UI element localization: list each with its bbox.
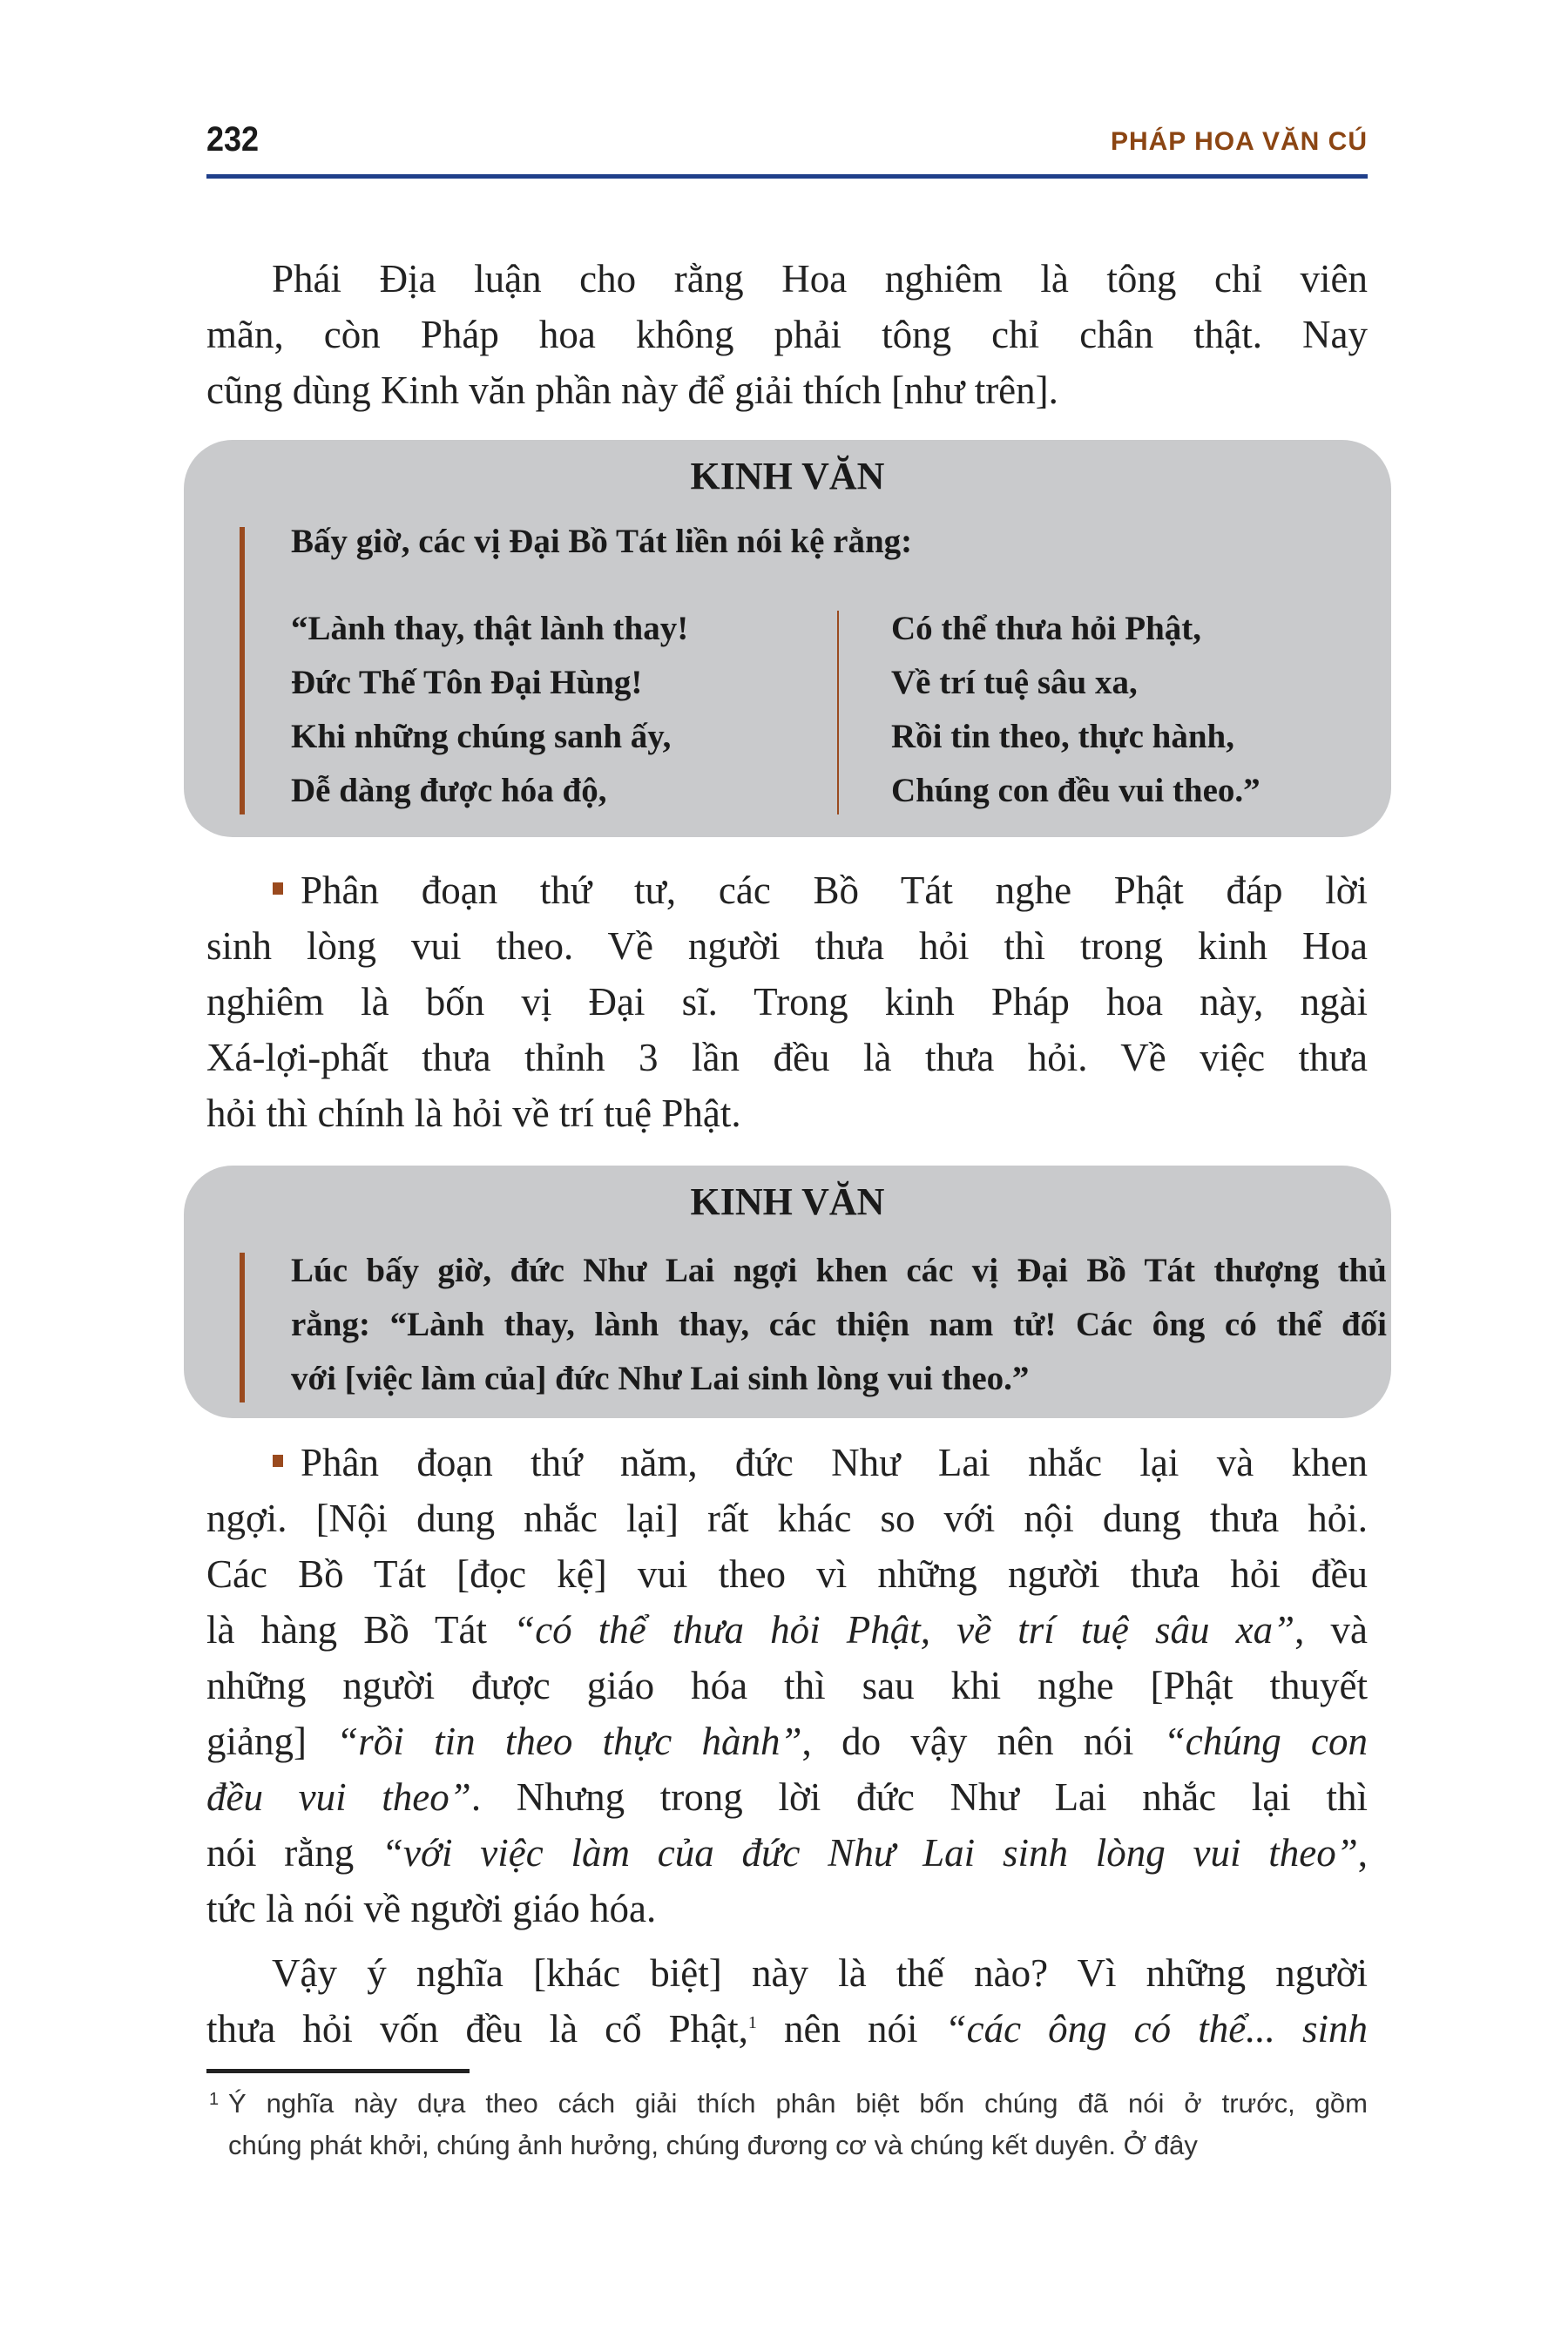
text-run: , và <box>1294 1608 1368 1652</box>
scripture-box-1 <box>184 440 1391 837</box>
footnote-reference[interactable]: 1 <box>747 2013 757 2032</box>
box-title: KINH VĂN <box>690 455 885 497</box>
verse-line: Đức Thế Tôn Đại Hùng! <box>291 664 643 701</box>
page-number: 232 <box>206 120 260 159</box>
text-line: ngợi. [Nội dung nhắc lại] rất khác so với nội dung thưa hỏi. <box>206 1497 1368 1540</box>
text-line: Phái Địa luận cho rằng Hoa nghiêm là tông chỉ viên <box>272 257 1368 301</box>
bullet-icon <box>273 1455 283 1467</box>
footnote-line: Ý nghĩa này dựa theo cách giải thích phân biệt bốn chúng đã nói ở trước, gồm <box>228 2088 1368 2119</box>
verse-line: Khi những chúng sanh ấy, <box>291 718 672 755</box>
text-line: sinh lòng vui theo. Về người thưa hỏi thì trong kinh Hoa <box>206 924 1368 968</box>
text-run: thưa hỏi vốn đều là cổ Phật, <box>206 2007 748 2051</box>
text-line <box>206 1715 1368 1767</box>
verse-line: Rồi tin theo, thực hành, <box>891 718 1234 755</box>
footnote-rule <box>206 2069 470 2073</box>
quote-run: “rồi tin theo thực hành” <box>336 1720 802 1763</box>
accent-bar <box>240 527 245 814</box>
verse-line: Dễ dàng được hóa độ, <box>291 772 607 809</box>
scripture-line: với [việc làm của] đức Như Lai sinh lòng vui theo.” <box>291 1360 1030 1397</box>
text-line: hỏi thì chính là hỏi về trí tuệ Phật. <box>206 1092 741 1135</box>
text-run: . Nhưng trong lời đức Như Lai nhắc lại thì <box>470 1775 1368 1819</box>
text-run: là hàng Bồ Tát <box>206 1608 514 1652</box>
verse-line: Có thể thưa hỏi Phật, <box>891 610 1202 647</box>
running-title: PHÁP HOA VĂN CÚ <box>1110 127 1368 156</box>
text-line: Các Bồ Tát [đọc kệ] vui theo vì những người thưa hỏi đều <box>206 1552 1368 1596</box>
footnote-marker: 1 <box>209 2090 220 2109</box>
text-line: Xá-lợi-phất thưa thỉnh 3 lần đều là thưa hỏi. Về việc thưa <box>206 1036 1368 1079</box>
text-run: nói rằng <box>206 1831 382 1875</box>
verse-divider <box>837 611 839 814</box>
text-run: , <box>1357 1831 1368 1875</box>
quote-run: đều vui theo” <box>206 1775 471 1819</box>
text-line: nghiêm là bốn vị Đại sĩ. Trong kinh Pháp hoa này, ngài <box>206 980 1368 1024</box>
text-line <box>206 1827 1368 1879</box>
scripture-line: rằng: “Lành thay, lành thay, các thiện nam tử! Các ông có thể đối <box>291 1306 1387 1343</box>
bullet-icon <box>273 882 283 895</box>
footnote-line: chúng phát khởi, chúng ảnh hưởng, chúng đương cơ và chúng kết duyên. Ở đây <box>228 2130 1198 2160</box>
text-line: Phân đoạn thứ năm, đức Như Lai nhắc lại và khen <box>301 1441 1368 1484</box>
text-line <box>206 1771 1368 1823</box>
text-line: cũng dùng Kinh văn phần này để giải thích [như trên]. <box>206 368 1058 412</box>
accent-bar <box>240 1253 245 1402</box>
text-line: những người được giáo hóa thì sau khi nghe [Phật thuyết <box>206 1664 1368 1707</box>
text-run: , do vậy nên nói <box>801 1720 1164 1763</box>
text-line: Vậy ý nghĩa [khác biệt] này là thế nào? Vì những người <box>272 1951 1368 1995</box>
box-title: KINH VĂN <box>690 1180 885 1223</box>
scripture-intro: Bấy giờ, các vị Đại Bồ Tát liền nói kệ rằng: <box>291 523 913 560</box>
text-line: Phân đoạn thứ tư, các Bồ Tát nghe Phật đáp lời <box>301 868 1368 912</box>
text-line: tức là nói về người giáo hóa. <box>206 1887 657 1930</box>
text-line: mãn, còn Pháp hoa không phải tông chỉ chân thật. Nay <box>206 313 1368 356</box>
scripture-line: Lúc bấy giờ, đức Như Lai ngợi khen các vị Đại Bồ Tát thượng thủ <box>291 1252 1387 1289</box>
header-rule <box>206 174 1368 179</box>
scripture-box-2 <box>184 1166 1391 1418</box>
quote-run: “các ông có thể... sinh <box>944 2007 1368 2051</box>
verse-line: Chúng con đều vui theo.” <box>891 772 1260 809</box>
text-run: giảng] <box>206 1720 337 1763</box>
text-line <box>206 2003 1368 2055</box>
quote-run: “có thể thưa hỏi Phật, về trí tuệ sâu xa” <box>513 1608 1295 1652</box>
text-run: nên nói <box>756 2007 945 2051</box>
verse-line: Về trí tuệ sâu xa, <box>891 664 1138 701</box>
quote-run: “với việc làm của đức Như Lai sinh lòng vui theo” <box>382 1831 1358 1875</box>
quote-run: “chúng con <box>1163 1720 1368 1763</box>
verse-line: “Lành thay, thật lành thay! <box>291 610 689 647</box>
text-line <box>206 1604 1368 1656</box>
